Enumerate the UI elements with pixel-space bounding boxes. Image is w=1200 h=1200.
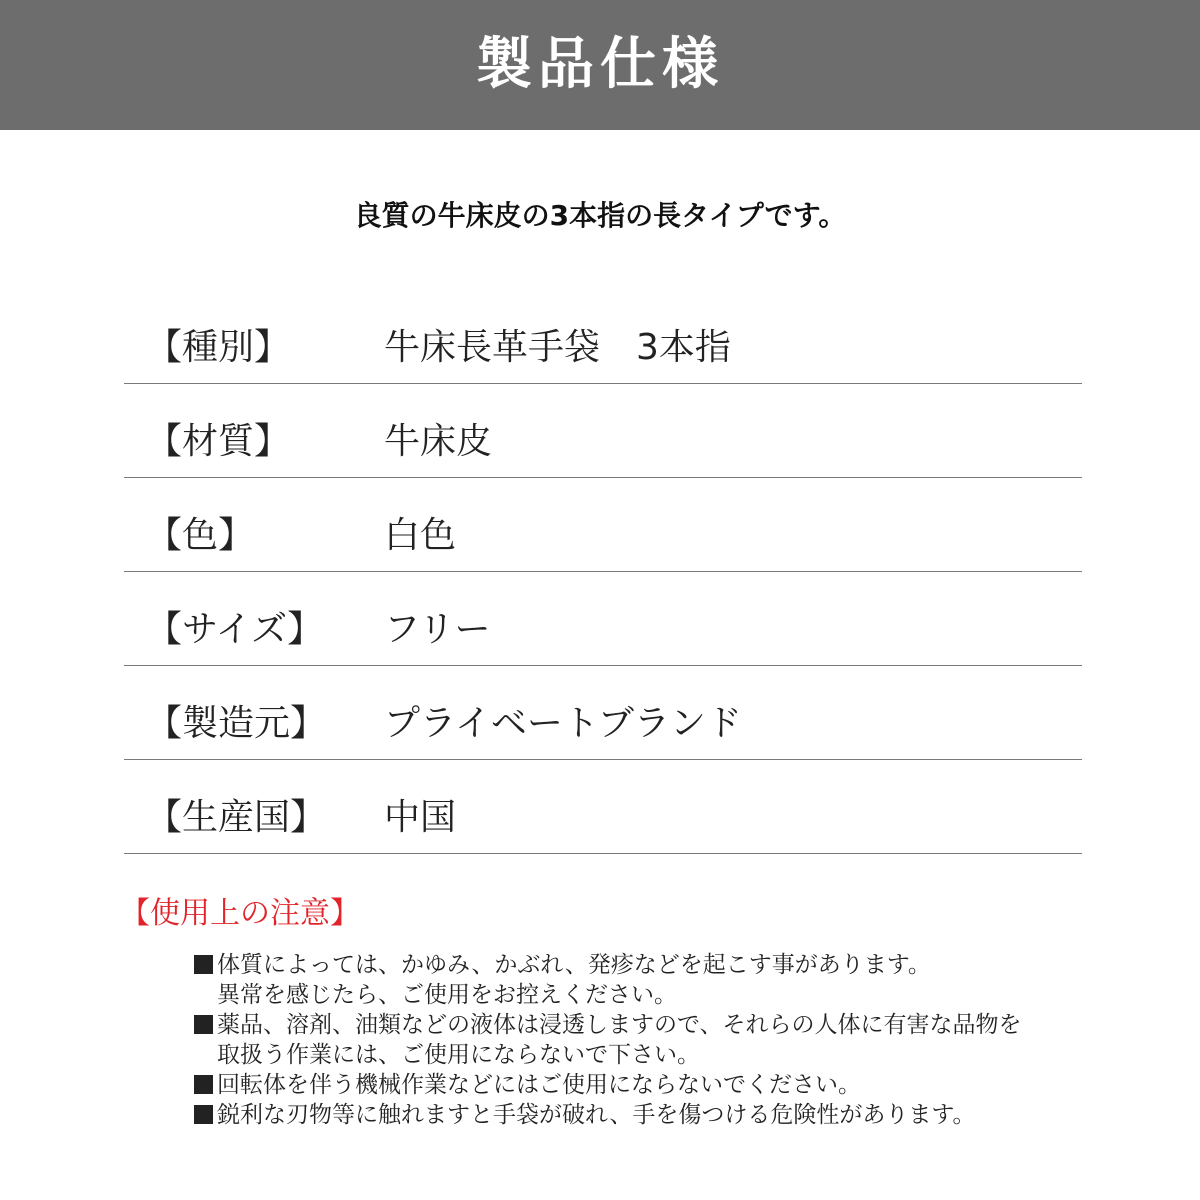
spec-value: 白色 [384, 515, 457, 556]
notes-list [194, 950, 1094, 1130]
header-bar [0, 0, 1200, 130]
note-item [194, 1070, 1094, 1100]
spec-row-manufacturer [124, 666, 1082, 760]
spec-row-size [124, 572, 1082, 666]
note-item [194, 1100, 1094, 1130]
page-title: 製品仕様 [476, 32, 724, 97]
spec-row-type [124, 290, 1082, 384]
note-line: 薬品、溶剤、油類などの液体は浸透しますので、それらの人体に有害な品物を [217, 1012, 1022, 1038]
note-line: 回転体を伴う機械作業などにはご使用にならないでください。 [217, 1072, 861, 1098]
black-square-icon [194, 1105, 213, 1124]
intro-text: 良質の牛床皮の3本指の長タイプです。 [353, 199, 847, 232]
note-line: 鋭利な刃物等に触れますと手袋が破れ、手を傷つける危険性があります。 [217, 1102, 976, 1128]
spec-value: 牛床長革手袋 3本指 [384, 327, 731, 368]
spec-label: 【生産国】 [146, 797, 327, 838]
spec-label: 【種別】 [146, 327, 291, 368]
spec-value: フリー [384, 609, 491, 650]
note-line: 取扱う作業には、ご使用にならないで下さい。 [217, 1042, 700, 1068]
spec-label: 【製造元】 [146, 703, 327, 744]
note-line: 体質によっては、かゆみ、かぶれ、発疹などを起こす事があります。 [217, 952, 931, 978]
spec-row-country [124, 760, 1082, 854]
spec-label: 【材質】 [146, 421, 291, 462]
spec-label: 【サイズ】 [146, 609, 324, 650]
spec-value: プライベートブランド [384, 703, 742, 744]
black-square-icon [194, 955, 213, 974]
black-square-icon [194, 1015, 213, 1034]
spec-table [124, 290, 1082, 854]
spec-value: 牛床皮 [384, 421, 493, 462]
spec-label: 【色】 [146, 515, 255, 556]
note-line: 異常を感じたら、ご使用をお控えください。 [217, 982, 677, 1008]
black-square-icon [194, 1075, 213, 1094]
spec-value: 中国 [384, 797, 457, 838]
note-item [194, 950, 1094, 1010]
notes-heading: 【使用上の注意】 [120, 896, 360, 931]
note-item [194, 1010, 1094, 1070]
spec-row-material [124, 384, 1082, 478]
spec-row-color [124, 478, 1082, 572]
